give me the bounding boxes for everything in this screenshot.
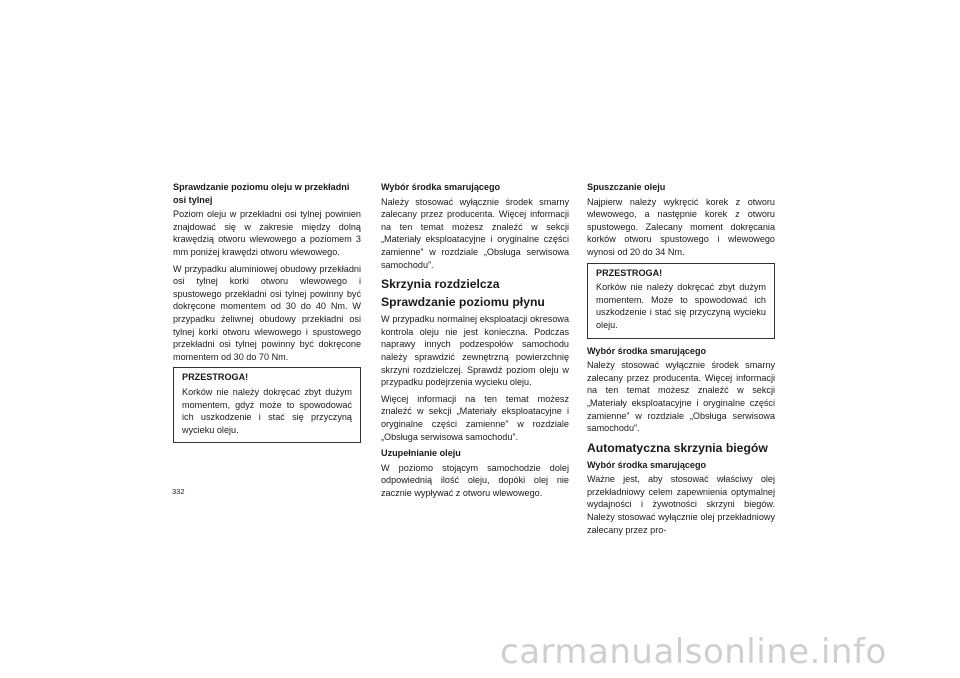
section-heading-transfer-case: Skrzynia rozdzielcza bbox=[381, 277, 500, 292]
subheading-adding-oil: Uzupełnianie oleju bbox=[381, 448, 461, 459]
subheading-lubricant-selection: Wybór środka smarującego bbox=[587, 345, 707, 356]
paragraph-more-info: Więcej informacji na ten temat możesz znaleźć w sekcji „Materiały eksploatacyjne i oryginalne części zamienne” w rozdziale „Obsługa serwisowa samochodu”. bbox=[381, 393, 569, 442]
paragraph-torque: W przypadku aluminiowej obudowy przekładni osi tylnej korki otworu wlewowego i spustowego przekładni osi tylnej powinny być dokręcone momentem od 30 do 40 Nm. W przypadku żeliwnej obudowy przekładni osi tylnej korki otworu wlewowego i spustowego przekładni osi tylnej powinny być dokręcone momentem od 30 do 70 Nm. bbox=[173, 263, 361, 362]
paragraph-adding-oil: W poziomo stojącym samochodzie dolej odpowiednią ilość oleju, dopóki olej nie zacznie wypływać z otworu wlewowego. bbox=[381, 462, 569, 498]
warning-title: PRZESTROGA! bbox=[182, 372, 249, 383]
paragraph-lubricant: Należy stosować wyłącznie środek smarny zalecany przez producenta. Więcej informacji na ten temat możesz znaleźć w sekcji „Materiały eksploatacyjne i oryginalne części zamienne” w rozdziale „Obsługa serwisowa samochodu”. bbox=[381, 196, 569, 270]
warning-text: Korków nie należy dokręcać zbyt dużym momentem, gdyż może to spowodować ich uszkodzenie i stać się przyczyną wycieku oleju. bbox=[182, 386, 352, 435]
warning-text: Korków nie należy dokręcać zbyt dużym momentem. Może to spowodować ich uszkodzenie i stać się przyczyną wycieku oleju. bbox=[596, 282, 766, 330]
paragraph-inspection: W przypadku normalnej eksploatacji okresowa kontrola oleju nie jest konieczna. Podczas naprawy innych podzespołów samochodu należy sprawdzić zewnętrzną powierzchnię skrzyni rozdzielczej. Sprawdź poziom oleju w przypadku podejrzenia wycieku oleju. bbox=[381, 314, 569, 388]
watermark: carmanualsonline.info bbox=[500, 632, 887, 672]
warning-box bbox=[173, 367, 361, 443]
subheading-draining-oil: Spuszczanie oleju bbox=[587, 182, 666, 192]
paragraph-draining: Najpierw należy wykręcić korek z otworu wlewowego, a następnie korek z otworu spustowego. Zalecany moment dokręcania korków otworu spustowego i wlewowego wynosi od 20 do 34 Nm. bbox=[587, 196, 775, 257]
page-number: 332 bbox=[172, 487, 185, 496]
warning-title: PRZESTROGA! bbox=[596, 267, 663, 278]
column-left bbox=[173, 181, 361, 449]
column-middle bbox=[381, 181, 569, 503]
paragraph-lubricant: Należy stosować wyłącznie środek smarny zalecany przez producenta. Więcej informacji na ten temat możesz znaleźć w sekcji „Materiały eksploatacyjne i oryginalne części zamienne” w rozdziale „Obsługa serwisowa samochodu”. bbox=[587, 360, 775, 434]
paragraph-oil-level: Poziom oleju w przekładni osi tylnej powinien znajdować się w zakresie między dolną krawędzią otworu wlewowego a poziomem 3 mm poniżej krawędzi otworu wlewowego. bbox=[173, 209, 361, 257]
paragraph-transmission-oil: Ważne jest, aby stosować właściwy olej przekładniowy celem zapewnienia optymalnej wydajności i żywotności skrzyni biegów. Należy stosować wyłącznie olej przekładniowy zalecany przez pro- bbox=[587, 474, 775, 535]
subheading-rear-axle-oil-check: Sprawdzanie poziomu oleju w przekładni osi tylnej bbox=[173, 182, 350, 205]
section-heading-fluid-level: Sprawdzanie poziomu płynu bbox=[381, 295, 545, 310]
warning-box bbox=[587, 263, 775, 339]
section-heading-automatic-transmission: Automatyczna skrzynia biegów bbox=[587, 440, 768, 455]
subheading-lubricant-selection: Wybór środka smarującego bbox=[381, 182, 501, 192]
subheading-lubricant-selection-2: Wybór środka smarującego bbox=[587, 459, 707, 470]
column-right bbox=[587, 181, 775, 540]
